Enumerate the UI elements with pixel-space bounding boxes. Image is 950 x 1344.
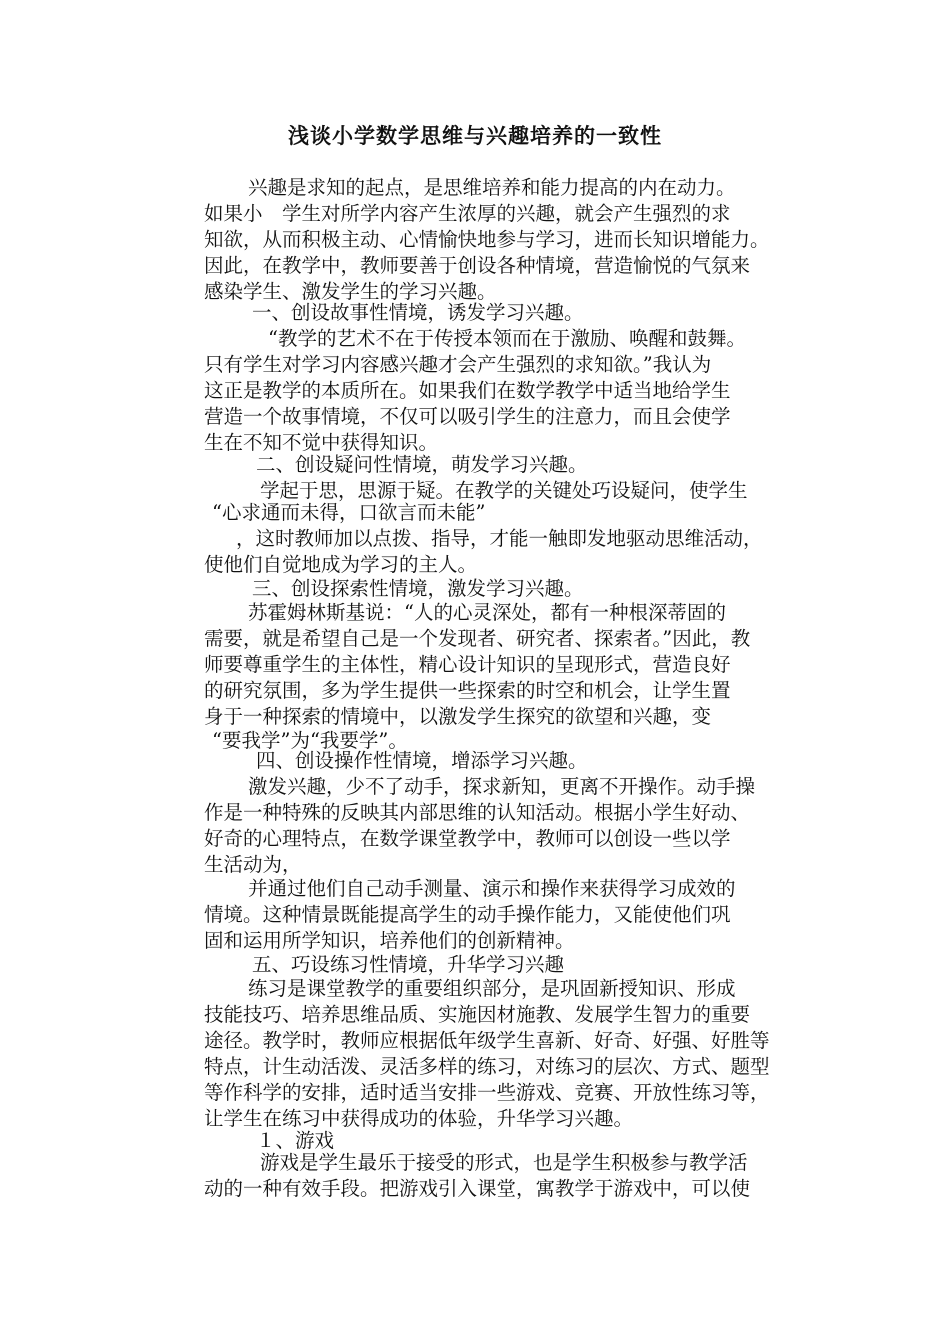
paragraph-line: ，这时教师加以点拨、指导，才能一触即发地驱动思维活动， [236,527,763,550]
paragraph-line: 好奇的心理特点，在数学课堂教学中，教师可以创设一些以学 [204,827,731,850]
paragraph-line: 使他们自觉地成为学习的主人。 [204,553,478,576]
paragraph-line: 的研究氛围，多为学生提供一些探索的时空和机会，让学生置 [204,679,731,702]
paragraph-line: 因此，在教学中，教师要善于创设各种情境，营造愉悦的气氛来 [204,254,751,277]
paragraph-line: 师要尊重学生的主体性，精心设计知识的呈现形式，营造良好 [204,653,731,676]
paragraph-line: 技能技巧、培养思维品质、实施因材施教、发展学生智力的重要 [204,1003,751,1026]
paragraph-line: “心求通而未得，口欲言而未能” [212,501,486,524]
paragraph-line: 等作科学的安排，适时适当安排一些游戏、竞赛、开放性练习等， [204,1081,770,1104]
paragraph-line: 学起于思，思源于疑。在教学的关键处巧设疑问，使学生 [260,479,748,502]
paragraph-line: 营造一个故事情境，不仅可以吸引学生的注意力，而且会使学 [204,405,731,428]
paragraph-line: 让学生在练习中获得成功的体验，升华学习兴趣。 [204,1107,634,1130]
paragraph-line: １、游戏 [256,1129,335,1152]
paragraph-line: 如果小 学生对所学内容产生浓厚的兴趣，就会产生强烈的求 [204,202,731,225]
paragraph-line: 激发兴趣，少不了动手，探求新知，更离不开操作。动手操 [248,775,756,798]
paragraph-line: 只有学生对学习内容感兴趣才会产生强烈的求知欲。”我认为 [204,353,712,376]
paragraph-line: 五、巧设练习性情境，升华学习兴趣 [252,953,565,976]
paragraph-line: 感染学生、激发学生的学习兴趣。 [204,280,497,303]
paragraph-line: 知欲，从而积极主动、心情愉快地参与学习，进而长知识增能力。 [204,228,770,251]
paragraph-line: 动的一种有效手段。把游戏引入课堂，寓教学于游戏中，可以使 [204,1177,751,1200]
paragraph-line: 三、创设探索性情境，激发学习兴趣。 [252,577,584,600]
document-title: 浅谈小学数学思维与兴趣培养的一致性 [288,123,662,148]
paragraph-line: 途径。教学时，教师应根据低年级学生喜新、好奇、好强、好胜等 [204,1029,770,1052]
paragraph-line: 一、创设故事性情境，诱发学习兴趣。 [252,301,584,324]
paragraph-line: 四、创设操作性情境，增添学习兴趣。 [256,749,588,772]
paragraph-line: 苏霍姆林斯基说：“人的心灵深处，都有一种根深蒂固的 [248,601,726,624]
paragraph-line: 这正是教学的本质所在。如果我们在数学教学中适当地给学生 [204,379,731,402]
paragraph-line: “教学的艺术不在于传授本领而在于激励、唤醒和鼓舞。 [268,327,746,350]
paragraph-line: 身于一种探索的情境中，以激发学生探究的欲望和兴趣，变 [204,705,712,728]
paragraph-line: 二、创设疑问性情境，萌发学习兴趣。 [256,453,588,476]
paragraph-line: 兴趣是求知的起点，是思维培养和能力提高的内在动力。 [248,176,736,199]
paragraph-line: 练习是课堂教学的重要组织部分，是巩固新授知识、形成 [248,977,736,1000]
paragraph-line: 作是一种特殊的反映其内部思维的认知活动。根据小学生好动、 [204,801,751,824]
paragraph-line: 特点，计生动活泼、灵活多样的练习，对练习的层次、方式、题型 [204,1055,770,1078]
paragraph-line: 生活动为， [204,853,302,876]
paragraph-line: 固和运用所学知识，培养他们的创新精神。 [204,929,575,952]
paragraph-line: 游戏是学生最乐于接受的形式，也是学生积极参与教学活 [260,1151,748,1174]
paragraph-line: 并通过他们自己动手测量、演示和操作来获得学习成效的 [248,877,736,900]
paragraph-line: 需要，就是希望自己是一个发现者、研究者、探索者。”因此，教 [204,627,751,650]
paragraph-line: 生在不知不觉中获得知识。 [204,431,439,454]
paragraph-line: “要我学”为“我要学”。 [212,729,408,752]
paragraph-line: 情境。这种情景既能提高学生的动手操作能力，又能使他们巩 [204,903,731,926]
